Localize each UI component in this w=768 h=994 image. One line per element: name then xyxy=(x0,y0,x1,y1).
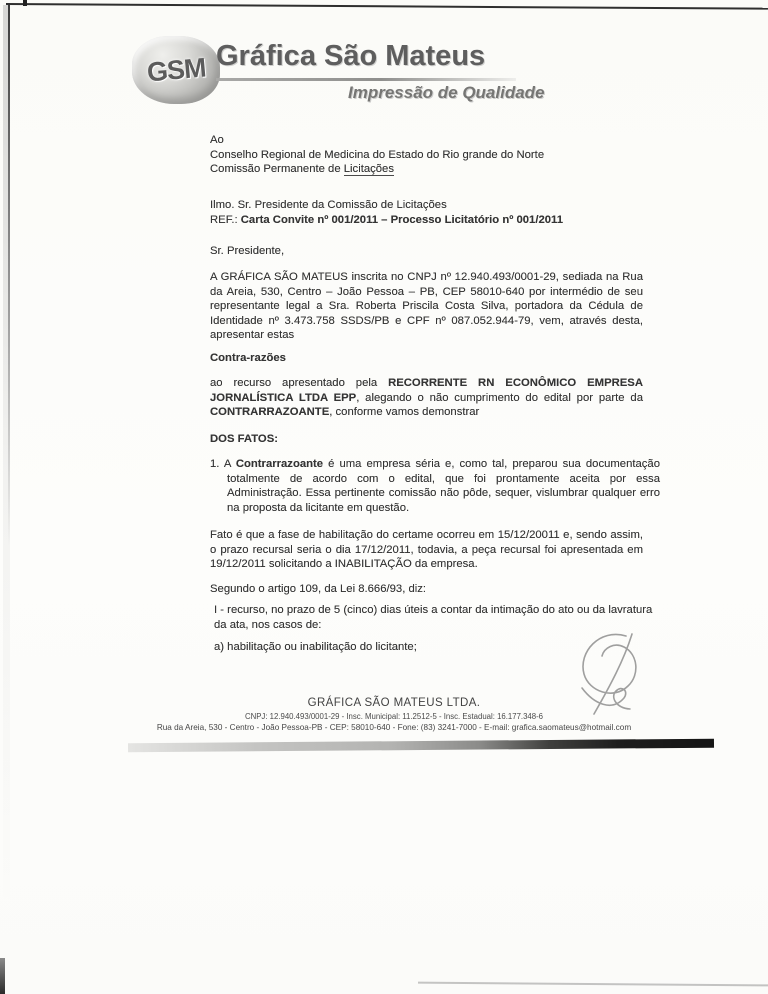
footer-company: GRÁFICA SÃO MATEUS LTDA. xyxy=(307,697,481,709)
intro-paragraph: A GRÁFICA SÃO MATEUS inscrita no CNPJ nº 12.940.493/0001-29, sediada na Rua da Areia, 530, Centro – João Pessoa – PB, CEP 58010-640 por intermédio de seu representante legal a Sra. Roberta Priscila Costa Silva, portadora da Cédula de Identidade nº 3.473.758 SSDS/PB e CPF nº 087.052.944-79, vem, através desta, apresentar estas xyxy=(210,271,643,342)
wordmark-underline xyxy=(216,78,516,81)
timeline-paragraph: Fato é que a fase de habilitação do certame ocorreu em 15/12/20011 e, sendo assim, o prazo recursal seria o dia 17/12/2011, todavia, a peça recursal foi apresentada em 19/12/2011 solicitando a INABILITAÇÃO da empresa. xyxy=(210,529,643,571)
facts-title: DOS FATOS: xyxy=(210,433,278,445)
scan-mark-top xyxy=(23,0,27,6)
gsm-logo xyxy=(132,36,220,104)
law-intro: Segundo o artigo 109, da Lei 8.666/93, diz: xyxy=(210,583,427,595)
recipient-committee xyxy=(210,162,643,177)
recipient-block xyxy=(210,133,643,177)
footer-block xyxy=(64,697,724,732)
gsm-monogram: GSM xyxy=(145,52,207,87)
reference-addressee: Ilmo. Sr. Presidente da Comissão de Licitações xyxy=(210,199,447,211)
counter-seg3: , alegando o não cumprimento do edital por parte da xyxy=(356,391,643,404)
footer-address: Rua da Areia, 530 - Centro - João Pessoa-PB - CEP: 58010-640 - Fone: (83) 3241-7000 - E-mail: grafica.saomateus@hotmail.com xyxy=(156,723,632,732)
reference-subject: Carta Convite nº 001/2011 – Processo Licitatório nº 001/2011 xyxy=(240,213,563,226)
law-item-a: a) habilitação ou inabilitação do licitante; xyxy=(214,641,417,653)
footer-registry: CNPJ: 12.940.493/0001-29 - Insc. Municipal: 11.2512-5 - Insc. Estadual: 16.177.348-6 xyxy=(244,712,544,721)
scan-mark-bottom-left xyxy=(0,958,5,994)
reference-line xyxy=(210,213,643,228)
scan-line-bottom-right xyxy=(418,982,768,987)
reference-block xyxy=(210,198,643,227)
scan-edge-top xyxy=(6,3,768,10)
company-tagline: Impressão de Qualidade xyxy=(348,83,545,102)
counter-paragraph xyxy=(210,376,643,420)
scan-edge-left xyxy=(8,5,10,545)
footer-divider-bar xyxy=(128,739,714,753)
committee-underlined: Licitações xyxy=(343,163,394,176)
law-item-i: I - recurso, no prazo de 5 (cinco) dias úteis a contar da intimação do ato ou da lavratura da ata, nos casos de: xyxy=(214,604,653,631)
item1-seg-c: é uma empresa séria e, como tal, preparou sua documentação totalmente de acordo com o edital, que foi prontamente aceita por essa Administração. Essa pertinente comissão não pôde, sequer, vislumbrar qualquer erro na proposta da licitante em questão. xyxy=(227,458,660,514)
item1-number: 1. xyxy=(210,458,224,470)
salutation: Sr. Presidente, xyxy=(210,245,285,257)
counter-recorrente: RECORRENTE RN ECONÔMICO EMPRESA JORNALÍSTICA LTDA EPP xyxy=(210,377,643,404)
committee-prefix: Comissão Permanente de xyxy=(210,163,344,176)
recipient-to: Ao xyxy=(210,134,224,146)
item1-seg-a: A xyxy=(223,458,236,470)
counter-seg5: , conforme vamos demonstrar xyxy=(329,406,480,419)
reference-label: REF.: xyxy=(210,213,241,226)
company-wordmark: Gráfica São Mateus xyxy=(216,40,486,72)
counter-seg1: ao recurso apresentado pela xyxy=(210,377,389,389)
counter-contrarrazoante: CONTRARRAZOANTE xyxy=(210,406,330,419)
item1-bold: Contrarrazoante xyxy=(235,458,324,470)
fact-item-1 xyxy=(210,457,660,515)
recipient-org: Conselho Regional de Medicina do Estado do Rio grande do Norte xyxy=(210,148,545,161)
counter-title: Contra-razões xyxy=(210,352,286,364)
